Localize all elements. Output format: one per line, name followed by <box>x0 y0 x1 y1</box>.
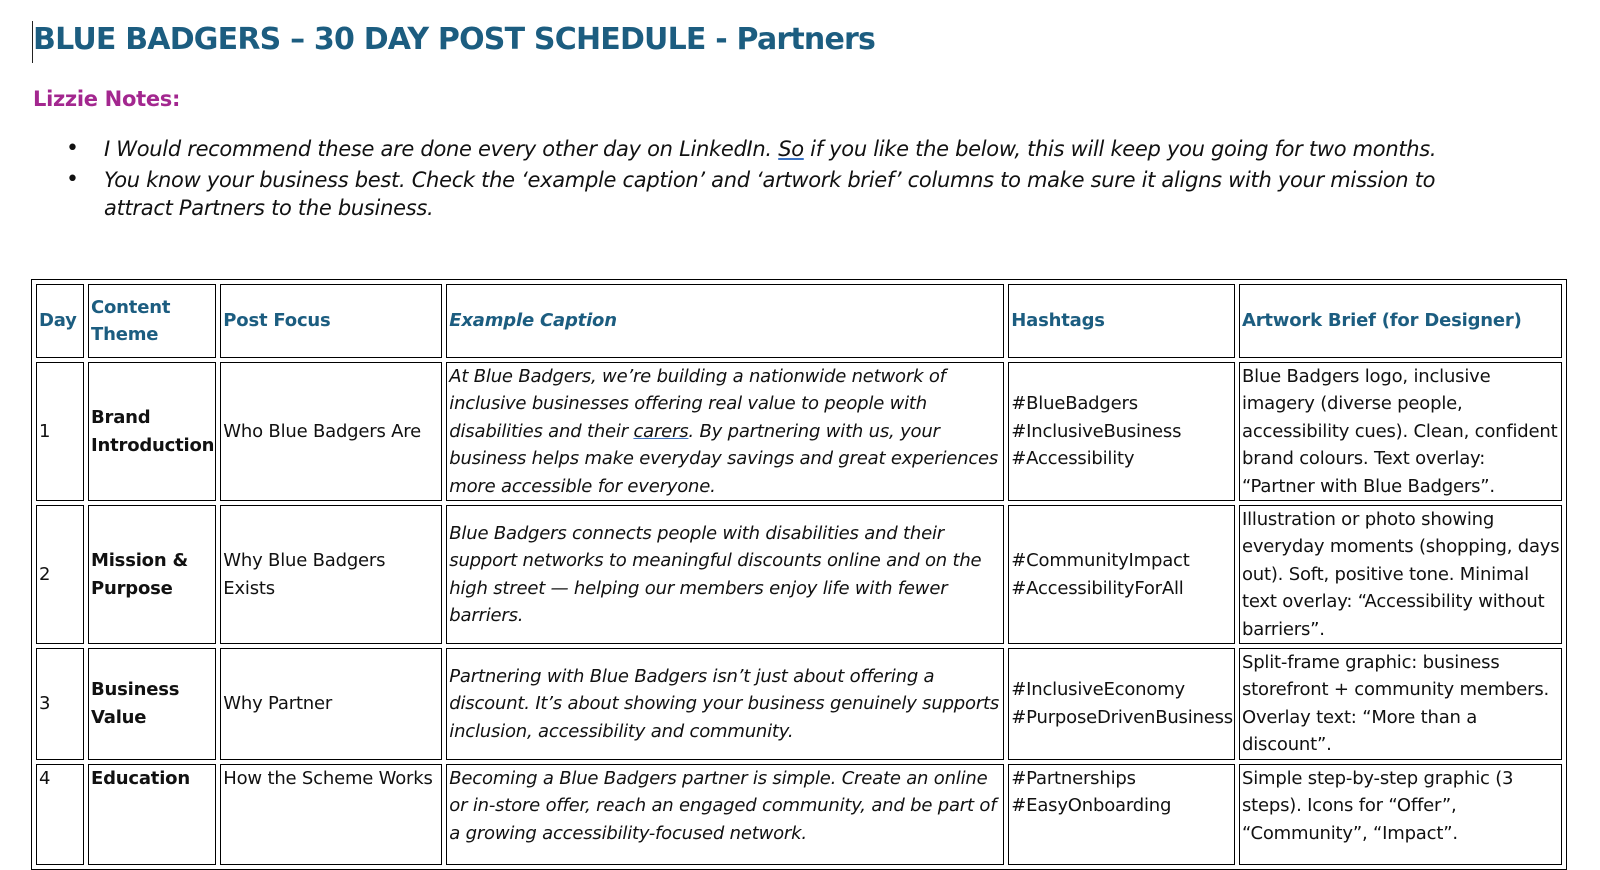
cell-artwork-brief[interactable]: Simple step-by-step graphic (3 steps). Icons for “Offer”, “Community”, “Impact”. <box>1239 764 1562 865</box>
bullet-icon: • <box>66 167 79 192</box>
hashtag: #AccessibilityForAll <box>1011 577 1184 599</box>
table-row <box>36 648 1562 760</box>
header-post-focus[interactable]: Post Focus <box>220 284 442 358</box>
hashtag: #Accessibility <box>1011 448 1135 470</box>
table-header-row <box>36 284 1562 358</box>
header-hashtags[interactable]: Hashtags <box>1008 284 1235 358</box>
cell-day[interactable]: 2 <box>36 505 84 644</box>
page-title: BLUE BADGERS – 30 DAY POST SCHEDULE - Partners <box>33 22 876 57</box>
cell-example-caption[interactable]: Becoming a Blue Badgers partner is simple. Create an online or in-store offer, reach an engaged community, and be part of a growing accessibility-focused network. <box>446 764 1004 865</box>
cell-day[interactable]: 3 <box>36 648 84 760</box>
header-artwork-brief[interactable]: Artwork Brief (for Designer) <box>1239 284 1562 358</box>
cell-content-theme[interactable]: Business Value <box>88 648 216 760</box>
notes-list <box>0 135 1499 222</box>
note-item <box>0 166 1499 222</box>
cell-content-theme[interactable]: Education <box>88 764 216 865</box>
table-row <box>36 764 1562 865</box>
hashtag: #EasyOnboarding <box>1011 795 1172 817</box>
note-text: You know your business best. Check the ‘example caption’ and ‘artwork brief’ columns to make sure it aligns with your mission to attract Partners to the business. <box>104 168 1436 220</box>
cell-hashtags[interactable] <box>1008 362 1235 501</box>
cell-hashtags[interactable] <box>1008 764 1235 865</box>
cell-example-caption[interactable]: Partnering with Blue Badgers isn’t just about offering a discount. It’s about showing your business genuinely supports inclusion, accessibility and community. <box>446 648 1004 760</box>
cell-hashtags[interactable] <box>1008 505 1235 644</box>
spellcheck-flagged-word[interactable]: carers <box>633 420 689 442</box>
cell-example-caption[interactable]: Blue Badgers connects people with disabilities and their support networks to meaningful discounts online and on the high street — helping our members enjoy life with fewer barriers. <box>446 505 1004 644</box>
cell-hashtags[interactable] <box>1008 648 1235 760</box>
notes-heading: Lizzie Notes: <box>33 87 181 111</box>
header-content-theme[interactable]: Content Theme <box>88 284 216 358</box>
cell-day[interactable]: 1 <box>36 362 84 501</box>
hashtag: #InclusiveBusiness <box>1011 420 1182 442</box>
cell-post-focus[interactable]: Who Blue Badgers Are <box>220 362 442 501</box>
cell-post-focus[interactable]: How the Scheme Works <box>220 764 442 865</box>
cell-post-focus[interactable]: Why Blue Badgers Exists <box>220 505 442 644</box>
spellcheck-flagged-word[interactable]: So <box>778 137 804 161</box>
cell-artwork-brief[interactable]: Illustration or photo showing everyday moments (shopping, days out). Soft, positive tone. Minimal text overlay: “Accessibility without barriers”. <box>1239 505 1562 644</box>
table-row <box>36 362 1562 501</box>
cell-post-focus[interactable]: Why Partner <box>220 648 442 760</box>
caption-text-end: . By partnering with us, your business helps make everyday savings and great experiences more accessible for everyone. <box>449 420 999 497</box>
cell-artwork-brief[interactable]: Split-frame graphic: business storefront + community members. Overlay text: “More than a discount”. <box>1239 648 1562 760</box>
caption-text-start: At Blue Badgers, we’re building a nationwide network of inclusive businesses offering real value to people with disabilities and their <box>449 366 946 442</box>
hashtag: #CommunityImpact <box>1011 550 1190 572</box>
hashtag: #InclusiveEconomy <box>1011 679 1185 701</box>
cell-day[interactable]: 4 <box>36 764 84 865</box>
cell-content-theme[interactable]: Mission & Purpose <box>88 505 216 644</box>
hashtag: #PurposeDrivenBusiness <box>1011 706 1233 728</box>
cell-example-caption[interactable] <box>446 362 1004 501</box>
hashtag: #Partnerships <box>1011 767 1136 789</box>
header-day[interactable]: Day <box>36 284 84 358</box>
cell-content-theme[interactable]: Brand Introduction <box>88 362 216 501</box>
hashtag: #BlueBadgers <box>1011 393 1138 415</box>
post-schedule-table <box>31 279 1567 870</box>
note-text-end: if you like the below, this will keep you going for two months. <box>803 137 1437 161</box>
cell-artwork-brief[interactable]: Blue Badgers logo, inclusive imagery (diverse people, accessibility cues). Clean, confident brand colours. Text overlay: “Partner with Blue Badgers”. <box>1239 362 1562 501</box>
note-text-start: I Would recommend these are done every other day on LinkedIn. <box>104 137 779 161</box>
note-item <box>0 135 1499 163</box>
header-example-caption[interactable]: Example Caption <box>446 284 1004 358</box>
table-row <box>36 505 1562 644</box>
bullet-icon: • <box>66 136 79 161</box>
